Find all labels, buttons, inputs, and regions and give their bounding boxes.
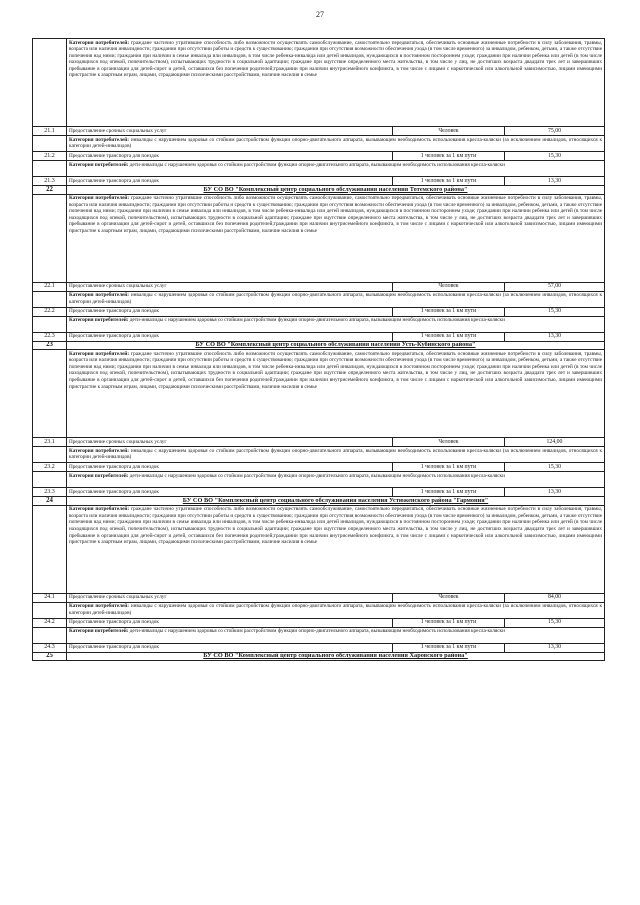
category-label: Категория потребителей:: [69, 447, 129, 454]
service-price: 15,30: [505, 618, 605, 627]
category-label: Категория потребителей:: [69, 603, 129, 610]
page-number: 27: [316, 10, 324, 19]
service-unit: 1 человек за 1 км пути: [393, 618, 505, 627]
service-unit: 1 человек за 1 км пути: [393, 463, 505, 472]
service-number: 24.3: [33, 643, 67, 652]
category-row: [33, 627, 605, 643]
service-number: 23.1: [33, 438, 67, 447]
category-description: инвалиды с нарушением здоровья со стойким расстройством функции опорно-двигательного аппарата, вызывающим необходимость использования кресла-коляски (за исключением инвалидов, относящихся к категории детей-инвалидов): [69, 136, 602, 150]
service-number: 21.3: [33, 177, 67, 186]
service-unit: 1 человек за 1 км пути: [393, 177, 505, 186]
category-num-cell: [33, 505, 67, 593]
service-row: [33, 463, 605, 472]
category-text-cell: [67, 316, 605, 332]
category-row: [33, 39, 605, 127]
category-num-cell: [33, 472, 67, 488]
category-description: инвалиды с нарушением здоровья со стойким расстройством функции опорно-двигательного аппарата, вызывающим необходимость использования кресла-коляски (за исключением инвалидов, относящихся к категории детей-инвалидов): [69, 447, 602, 461]
category-label: Категория потребителей:: [69, 161, 129, 168]
service-unit: 1 человек за 1 км пути: [393, 152, 505, 161]
category-num-cell: [33, 161, 67, 177]
service-unit: 1 человек за 1 км пути: [393, 332, 505, 341]
category-row: [33, 316, 605, 332]
service-number: 22.3: [33, 332, 67, 341]
category-text-cell: [67, 291, 605, 307]
service-row: [33, 332, 605, 341]
category-description: инвалиды с нарушением здоровья со стойким расстройством функции опорно-двигательного аппарата, вызывающим необходимость использования кресла-коляски (за исключением инвалидов, относящихся к категории детей-инвалидов): [69, 603, 602, 616]
service-row: [33, 177, 605, 186]
service-row: [33, 152, 605, 161]
organization-row: [33, 497, 605, 506]
organization-name: БУ СО ВО "Комплексный центр социального обслуживания населения Харовского района": [67, 652, 605, 661]
service-number: 21.2: [33, 152, 67, 161]
service-row: [33, 127, 605, 136]
service-name: Предоставление срочных социальных услуг: [67, 127, 393, 136]
category-row: [33, 602, 605, 618]
category-description: граждане частично утратившие способность либо возможности осуществлять самообслуживание, самостоятельно передвигаться, обеспечивать основные жизненные потребности в силу заболевания, травмы, возраста или наличия инвалидности; граждании при отсутствии работы и средств к существованию; граждании при отсутствия возможности обеспечения ухода (в том числе временного) за инвалидом, ребенком, детьми, а также отсутствие попечения над ними; граждании при наличии в семье инвалида или инвалидов, в том числе ребенка-инвалида или детей инвалидов, нуждающихся в постоянном постороннем уходе; граждании при наличии ребенка или детей (в том числе находящихся под опекой, попечительством), испытывающих трудности в социальной адаптации; граждане при оцутствие определенного места жительства, в том числе у лиц, не достигших возраста двадцати трех лет и завершивших пребывание в организации для детей-сирот и детей, оставшихся без попечения родителей;граждании при наличии внутрисемейного конфликта, в том числе с лицами с наркотической или алкогольной зависимостью, лицами имеющими пристрастие к азартным играм, лицами, страдающими психическими расстройствами, наличие насилия в семье: [69, 195, 603, 235]
category-description: дети-инвалиды с нарушением здоровья со стойким расстройством функции опорно-двигательного аппарата, вызывающим необходимость использования кресла-коляски: [129, 161, 505, 168]
category-text-cell: [67, 136, 605, 152]
category-row: [33, 161, 605, 177]
category-text-cell: [67, 627, 605, 643]
category-label: Категория потребителей:: [69, 317, 129, 324]
service-price: 13,30: [505, 332, 605, 341]
organization-number: 23: [33, 341, 67, 350]
service-name: Предоставление срочных социальных услуг: [67, 282, 393, 291]
service-name: Предоставление транспорта для поездок: [67, 152, 393, 161]
organization-name: БУ СО ВО "Комплексный центр социального обслуживания населения Усть-Кубинского района": [67, 341, 605, 350]
category-description: граждане частично утратившие способность либо возможности осуществлять самообслуживание, самостоятельно передвигаться, обеспечивать основные жизненные потребности в силу заболевания, травмы, возраста или наличия инвалидности; граждании при отсутствии работы и средств к существованию; граждании при отсутствия возможности обеспечения ухода (в том числе временного) за инвалидом, ребенком, детьми, а также отсутствие попечения над ними; граждании при наличии в семье инвалида или инвалидов, в том числе ребенка-инвалида или детей инвалидов, нуждающихся в постоянном постороннем уходе; граждании при наличии ребенка или детей (в том числе находящихся под опекой, попечительством), испытывающих трудности в социальной адаптации; граждане при оцутствие определенного места жительства, в том числе у лиц, не достигших возраста двадцати трех лет и завершивших пребывание в организации для детей-сирот и детей, оставшихся без попечения родителей;граждании при наличии внутрисемейного конфликта, в том числе с лицами с наркотической или алкогольной зависимостью, лицами имеющими пристрастие к азартным играм, лицами, страдающими психическими расстройствами, наличие насилия в семье: [69, 506, 603, 546]
service-unit: Человек: [393, 593, 505, 602]
category-text-cell: [67, 39, 605, 127]
service-price: 15,30: [505, 152, 605, 161]
service-name: Предоставление транспорта для поездок: [67, 332, 393, 341]
category-description: граждане частично утратившие способность либо возможности осуществлять самообслуживание, самостоятельно передвигаться, обеспечивать основные жизненные потребности в силу заболевания, травмы, возраста или наличия инвалидности; граждании при отсутствии работы и средств к существованию; граждании при отсутствия возможности обеспечения ухода (в том числе временного) за инвалидом, ребенком, детьми, а также отсутствие попечения над ними; граждании при наличии в семье инвалида или инвалидов, в том числе ребенка-инвалида или детей инвалидов, нуждающихся в постоянном постороннем уходе; граждании при наличии ребенка или детей (в том числе находящихся под опекой, попечительством), испытывающих трудности в социальной адаптации; граждане при оцутствие определенного места жительства, в том числе у лиц, не достигших возраста двадцати трех лет и завершивших пребывание в организации для детей-сирот и детей, оставшихся без попечения родителей;граждании при наличии внутрисемейного конфликта, в том числе с лицами с наркотической или алкогольной зависимостью, лицами имеющими пристрастие к азартным играм, лицами, страдающими психическими расстройствами, наличие насилия в семье: [69, 350, 603, 390]
service-number: 24.1: [33, 593, 67, 602]
service-price: 15,30: [505, 307, 605, 316]
service-number: 22.2: [33, 307, 67, 316]
service-row: [33, 643, 605, 652]
service-name: Предоставление срочных социальных услуг: [67, 593, 393, 602]
category-text-cell: [67, 447, 605, 463]
organization-number: 22: [33, 186, 67, 195]
tariff-table: [32, 38, 605, 661]
service-unit: Человек: [393, 127, 505, 136]
service-price: 13,30: [505, 643, 605, 652]
category-text-cell: [67, 350, 605, 438]
category-num-cell: [33, 627, 67, 643]
service-name: Предоставление транспорта для поездок: [67, 618, 393, 627]
service-row: [33, 307, 605, 316]
category-row: [33, 194, 605, 282]
service-name: Предоставление транспорта для поездок: [67, 463, 393, 472]
category-label: Категория потребителей:: [69, 350, 130, 357]
category-description: инвалиды с нарушением здоровья со стойким расстройством функции опорно-двигательного аппарата, вызывающим необходимость использования кресла-коляски (за исключением инвалидов, относящихся к категории детей-инвалидов): [69, 292, 602, 305]
category-row: [33, 505, 605, 593]
organization-row: [33, 341, 605, 350]
category-row: [33, 291, 605, 307]
category-row: [33, 350, 605, 438]
service-price: 15,30: [505, 463, 605, 472]
category-label: Категория потребителей:: [69, 628, 129, 635]
service-row: [33, 593, 605, 602]
category-text-cell: [67, 161, 605, 177]
category-description: дети-инвалиды с нарушением здоровья со стойким расстройством функции опорно-двигательного аппарата, вызывающим необходимость использования кресла-коляски: [129, 317, 505, 324]
category-label: Категория потребителей:: [69, 39, 130, 46]
service-name: Предоставление транспорта для поездок: [67, 488, 393, 497]
service-row: [33, 438, 605, 447]
service-price: 84,00: [505, 593, 605, 602]
category-row: [33, 136, 605, 152]
category-label: Категория потребителей:: [69, 136, 129, 143]
category-text-cell: [67, 505, 605, 593]
category-num-cell: [33, 602, 67, 618]
service-price: 57,00: [505, 282, 605, 291]
category-text-cell: [67, 194, 605, 282]
service-number: 23.2: [33, 463, 67, 472]
service-number: 24.2: [33, 618, 67, 627]
organization-row: [33, 652, 605, 661]
category-label: Категория потребителей:: [69, 472, 129, 479]
service-name: Предоставление транспорта для поездок: [67, 177, 393, 186]
category-num-cell: [33, 447, 67, 463]
service-unit: 1 человек за 1 км пути: [393, 307, 505, 316]
category-label: Категория потребителей:: [69, 292, 129, 299]
tariff-table-body: [33, 39, 605, 661]
service-price: 75,00: [505, 127, 605, 136]
category-num-cell: [33, 194, 67, 282]
service-number: 23.3: [33, 488, 67, 497]
category-label: Категория потребителей:: [69, 506, 130, 513]
service-row: [33, 488, 605, 497]
category-num-cell: [33, 350, 67, 438]
service-price: 13,30: [505, 488, 605, 497]
service-unit: 1 человек за 1 км пути: [393, 488, 505, 497]
category-num-cell: [33, 39, 67, 127]
service-price: 13,30: [505, 177, 605, 186]
service-name: Предоставление транспорта для поездок: [67, 643, 393, 652]
service-unit: Человек: [393, 282, 505, 291]
category-description: граждане частично утратившие способность либо возможности осуществлять самообслуживание, самостоятельно передвигаться, обеспечивать основные жизненные потребности в силу заболевания, травмы, возраста или наличия инвалидности; граждании при отсутствии работы и средств к существованию; граждании при отсутствия возможности обеспечения ухода (в том числе временного) за инвалидом, ребенком, детьми, а также отсутствие попечения над ними; граждании при наличии в семье инвалида или инвалидов, в том числе ребенка-инвалида или детей инвалидов, нуждающихся в постоянном постороннем уходе; граждании при наличии ребенка или детей (в том числе находящихся под опекой, попечительством), испытывающих трудности в социальной адаптации; граждане при оцутствие определенного места жительства, в том числе у лиц, не достигших возраста двадцати трех лет и завершивших пребывание в организации для детей-сирот и детей, оставшихся без попечения родителей;граждании при наличии внутрисемейного конфликта, в том числе с лицами с наркотической или алкогольной зависимостью, лицами имеющими пристрастие к азартным играм, лицами, страдающими психическими расстройствами, наличие насилия в семье: [69, 39, 603, 79]
service-number: 21.1: [33, 127, 67, 136]
category-num-cell: [33, 136, 67, 152]
organization-number: 24: [33, 497, 67, 506]
organization-row: [33, 186, 605, 195]
service-number: 22.1: [33, 282, 67, 291]
service-unit: Человек: [393, 438, 505, 447]
category-description: дети-инвалиды с нарушением здоровья со стойким расстройством функции опорно-двигательного аппарата, вызывающим необходимость использования кресла-коляски: [129, 628, 505, 635]
category-num-cell: [33, 316, 67, 332]
category-num-cell: [33, 291, 67, 307]
organization-name: БУ СО ВО "Комплексный центр социального обслуживания населения Тотемского района": [67, 186, 605, 195]
service-name: Предоставление транспорта для поездок: [67, 307, 393, 316]
category-text-cell: [67, 472, 605, 488]
service-unit: 1 человек за 1 км пути: [393, 643, 505, 652]
category-text-cell: [67, 602, 605, 618]
organization-name: БУ СО ВО "Комплексный центр социального обслуживания населения Устюженского района "Гармония": [67, 497, 605, 506]
category-row: [33, 447, 605, 463]
category-row: [33, 472, 605, 488]
category-description: дети-инвалиды с нарушением здоровья со стойким расстройством функции опорно-двигательного аппарата, вызывающим необходимость использования кресла-коляски: [129, 472, 505, 479]
service-row: [33, 282, 605, 291]
service-name: Предоставление срочных социальных услуг: [67, 438, 393, 447]
service-price: 124,00: [505, 438, 605, 447]
category-label: Категория потребителей:: [69, 195, 130, 202]
organization-number: 25: [33, 652, 67, 661]
service-row: [33, 618, 605, 627]
